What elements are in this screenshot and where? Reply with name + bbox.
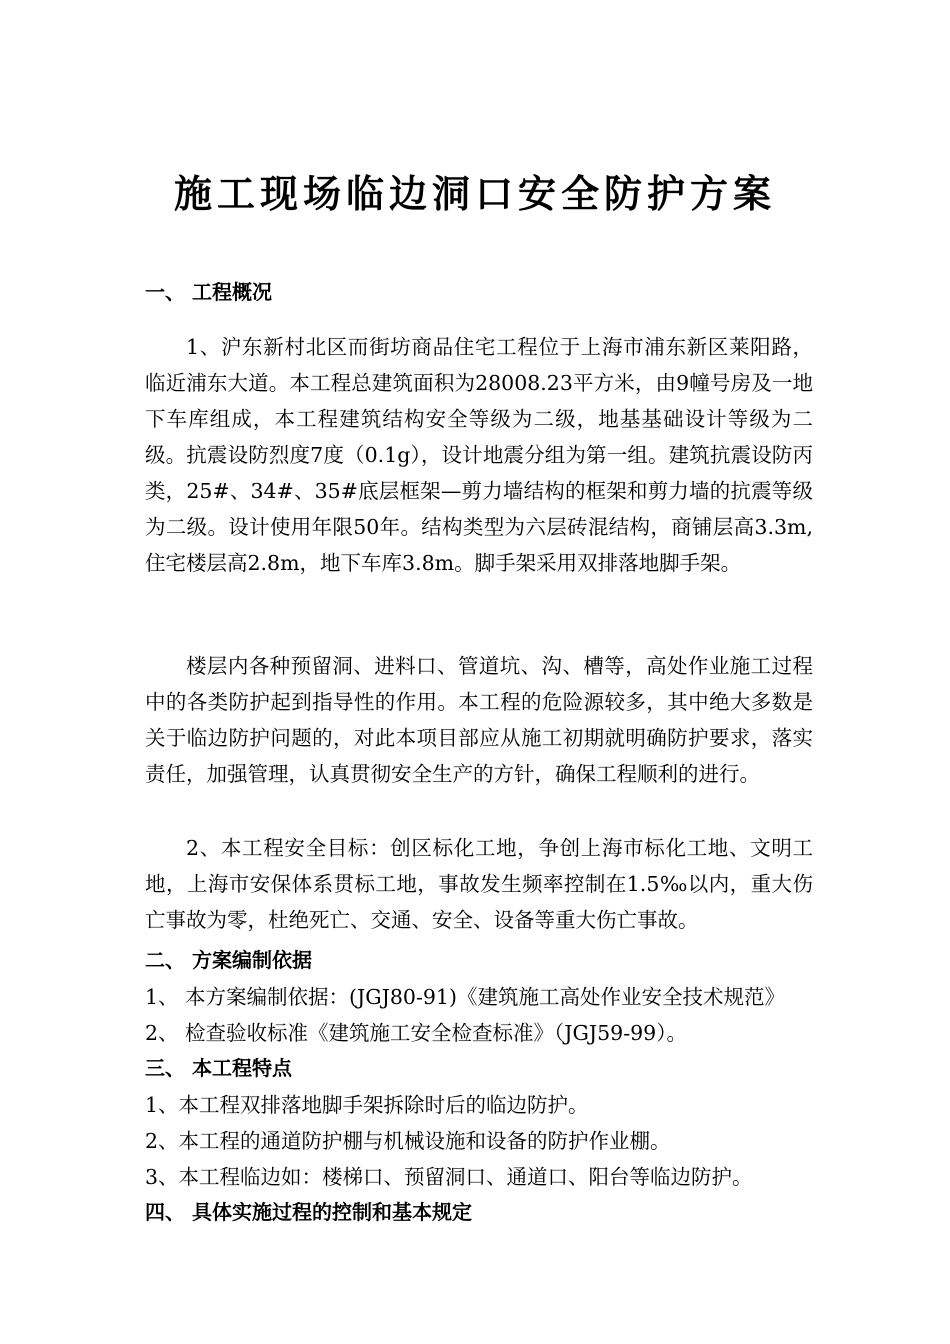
document-title: 施工现场临边洞口安全防护方案 [173,171,776,216]
list-item-basis-2: 2、 检查验收标准《建筑施工安全检查标准》（JGJ59-99）。 [145,1021,687,1045]
section-heading-basis: 二、 方案编制依据 [145,948,312,972]
list-item-feature-1: 1、本工程双排落地脚手架拆除时后的临边防护。 [145,1093,589,1117]
paragraph-safety-goal: 2、本工程安全目标：创区标化工地，争创上海市标化工地、文明工地，上海市安保体系贯标工地，事故发生频率控制在1.5‰以内，重大伤亡事故为零，杜绝死亡、交通、安全、设备等重大伤亡事故。 [145,836,813,932]
list-item-feature-2: 2、本工程的通道防护棚与机械设施和设备的防护作业棚。 [145,1129,671,1153]
section-heading-features: 三、 本工程特点 [145,1056,292,1080]
paragraph-hazard-protection: 楼层内各种预留洞、进料口、管道坑、沟、槽等，高处作业施工过程中的各类防护起到指导性的作用。本工程的危险源较多，其中绝大多数是关于临边防护问题的，对此本项目部应从施工初期就明确防护要求，落实责任，加强管理，认真贯彻安全生产的方针，确保工程顺利的进行。 [145,654,813,786]
list-item-feature-3: 3、本工程临边如：楼梯口、预留洞口、通道口、阳台等临边防护。 [145,1165,753,1189]
section-heading-overview: 一、 工程概况 [145,280,272,304]
paragraph-project-location: 1、沪东新村北区而街坊商品住宅工程位于上海市浦东新区莱阳路，临近浦东大道。本工程总建筑面积为28008.23平方米，由9幢号房及一地下车库组成，本工程建筑结构安全等级为二级，地基基础设计等级为二级。抗震设防烈度7度（0.1g），设计地震分组为第一组。建筑抗震设防丙类，25#、34#、35#底层框架—剪力墙结构的框架和剪力墙的抗震等级为二级。设计使用年限50年。结构类型为六层砖混结构，商铺层高3.3m,住宅楼层高2.8m，地下车库3.8m。脚手架采用双排落地脚手架。 [145,335,813,575]
list-item-basis-1: 1、 本方案编制依据：(JGJ80-91)《建筑施工高处作业安全技术规范》 [145,985,785,1009]
section-heading-implementation: 四、 具体实施过程的控制和基本规定 [145,1200,472,1224]
